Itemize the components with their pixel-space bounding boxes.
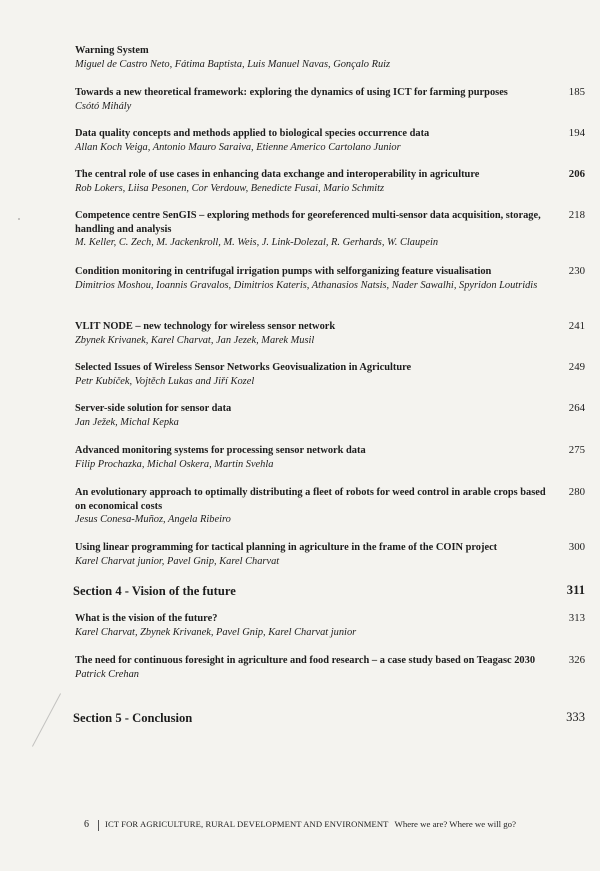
entry-page-number: 275	[568, 444, 585, 456]
entry-title: An evolutionary approach to optimally distributing a fleet of robots for weed control in arable crops based on economical costs	[75, 487, 546, 512]
page-footer	[84, 818, 584, 831]
entry-title: Using linear programming for tactical planning in agriculture in the frame of the COIN project	[75, 542, 498, 553]
footer-book-title: ICT FOR AGRICULTURE, RURAL DEVELOPMENT AND ENVIRONMENT	[105, 819, 389, 829]
section-title: Section 4 - Vision of the future	[73, 584, 236, 598]
entry-title: Data quality concepts and methods applied to biological species occurrence data	[75, 128, 430, 139]
entry-page-number: 241	[568, 320, 585, 332]
entry-authors: Petr Kubíček, Vojtěch Lukas and Jiří Kozel	[75, 375, 255, 387]
toc-entry	[75, 320, 585, 347]
toc-entry	[75, 654, 585, 681]
entry-authors: Miguel de Castro Neto, Fátima Baptista, Luis Manuel Navas, Gonçalo Ruiz	[75, 58, 391, 70]
entry-title: Warning System	[75, 45, 149, 56]
entry-page-number: 206	[568, 168, 585, 180]
footer-page-number: 6	[84, 819, 89, 830]
entry-authors: Zbynek Krivanek, Karel Charvat, Jan Jezek, Marek Musil	[75, 334, 315, 346]
toc-entry	[75, 486, 585, 527]
toc-entry	[75, 402, 585, 429]
section-page-number: 333	[566, 710, 585, 724]
entry-title: The need for continuous foresight in agriculture and food research – a case study based on Teagasc 2030	[75, 655, 536, 666]
entry-page-number: 218	[568, 209, 585, 221]
entry-authors: Allan Koch Veiga, Antonio Mauro Saraiva, Etienne Americo Cartolano Junior	[75, 141, 401, 153]
entry-authors: Karel Charvat junior, Pavel Gnip, Karel Charvat	[75, 555, 280, 567]
entry-authors: Csótó Mihály	[75, 100, 132, 112]
toc-entry	[75, 86, 585, 113]
entry-title: Advanced monitoring systems for processing sensor network data	[75, 445, 366, 456]
entry-page-number: 326	[568, 654, 585, 666]
entry-page-number: 230	[568, 265, 585, 277]
entry-authors: Jesus Conesa-Muñoz, Angela Ribeiro	[75, 514, 231, 525]
section-title: Section 5 - Conclusion	[73, 711, 193, 725]
scan-dot	[18, 218, 20, 220]
entry-page-number: 194	[568, 127, 585, 139]
entry-title: VLIT NODE – new technology for wireless sensor network	[75, 321, 336, 332]
toc-entry	[75, 541, 585, 568]
section-page-number: 311	[566, 583, 585, 597]
section-heading	[73, 582, 585, 600]
entry-authors: Patrick Crehan	[75, 668, 139, 680]
toc-entry	[75, 127, 585, 154]
entry-title: Condition monitoring in centrifugal irrigation pumps with selforganizing feature visualisation	[75, 266, 492, 277]
toc-entry	[75, 44, 585, 71]
entry-authors: Filip Prochazka, Michal Oskera, Martin Svehla	[75, 458, 274, 470]
entry-page-number: 313	[568, 612, 585, 624]
entry-title: Server-side solution for sensor data	[75, 403, 232, 414]
entry-authors: Karel Charvat, Zbynek Krivanek, Pavel Gnip, Karel Charvat junior	[75, 626, 357, 638]
entry-authors: Rob Lokers, Liisa Pesonen, Cor Verdouw, Benedicte Fusai, Mario Schmitz	[75, 182, 385, 194]
entry-page-number: 300	[568, 541, 585, 553]
entry-page-number: 264	[568, 402, 585, 414]
footer-tagline: Where we are? Where we will go?	[394, 819, 516, 829]
entry-authors: Dimitrios Moshou, Ioannis Gravalos, Dimitrios Kateris, Athanasios Natsis, Nader Sawalhi, Spyridon Loutridis	[75, 279, 538, 291]
toc-entry	[75, 168, 585, 195]
entry-page-number: 280	[568, 486, 585, 498]
entry-authors: M. Keller, C. Zech, M. Jackenkroll, M. Weis, J. Link-Dolezal, R. Gerhards, W. Claupein	[75, 237, 439, 248]
section-heading	[73, 709, 585, 727]
entry-page-number: 249	[568, 361, 585, 373]
toc-entry	[75, 209, 585, 250]
entry-title: Selected Issues of Wireless Sensor Networks Geovisualization in Agriculture	[75, 362, 412, 373]
entry-authors: Jan Ježek, Michal Kepka	[75, 416, 179, 428]
toc-entry	[75, 444, 585, 471]
scan-mark	[32, 693, 61, 746]
entry-title: Towards a new theoretical framework: exploring the dynamics of using ICT for farming purposes	[75, 87, 508, 98]
entry-title: What is the vision of the future?	[75, 613, 218, 624]
toc-entry	[75, 265, 585, 292]
toc-entry	[75, 612, 585, 639]
toc-entry	[75, 361, 585, 388]
entry-title: The central role of use cases in enhancing data exchange and interoperability in agriculture	[75, 169, 480, 180]
entry-page-number: 185	[568, 86, 585, 98]
footer-separator	[98, 820, 99, 831]
entry-title: Competence centre SenGIS – exploring methods for georeferenced multi-sensor data acquisition, storage, handling and analysis	[75, 210, 541, 235]
